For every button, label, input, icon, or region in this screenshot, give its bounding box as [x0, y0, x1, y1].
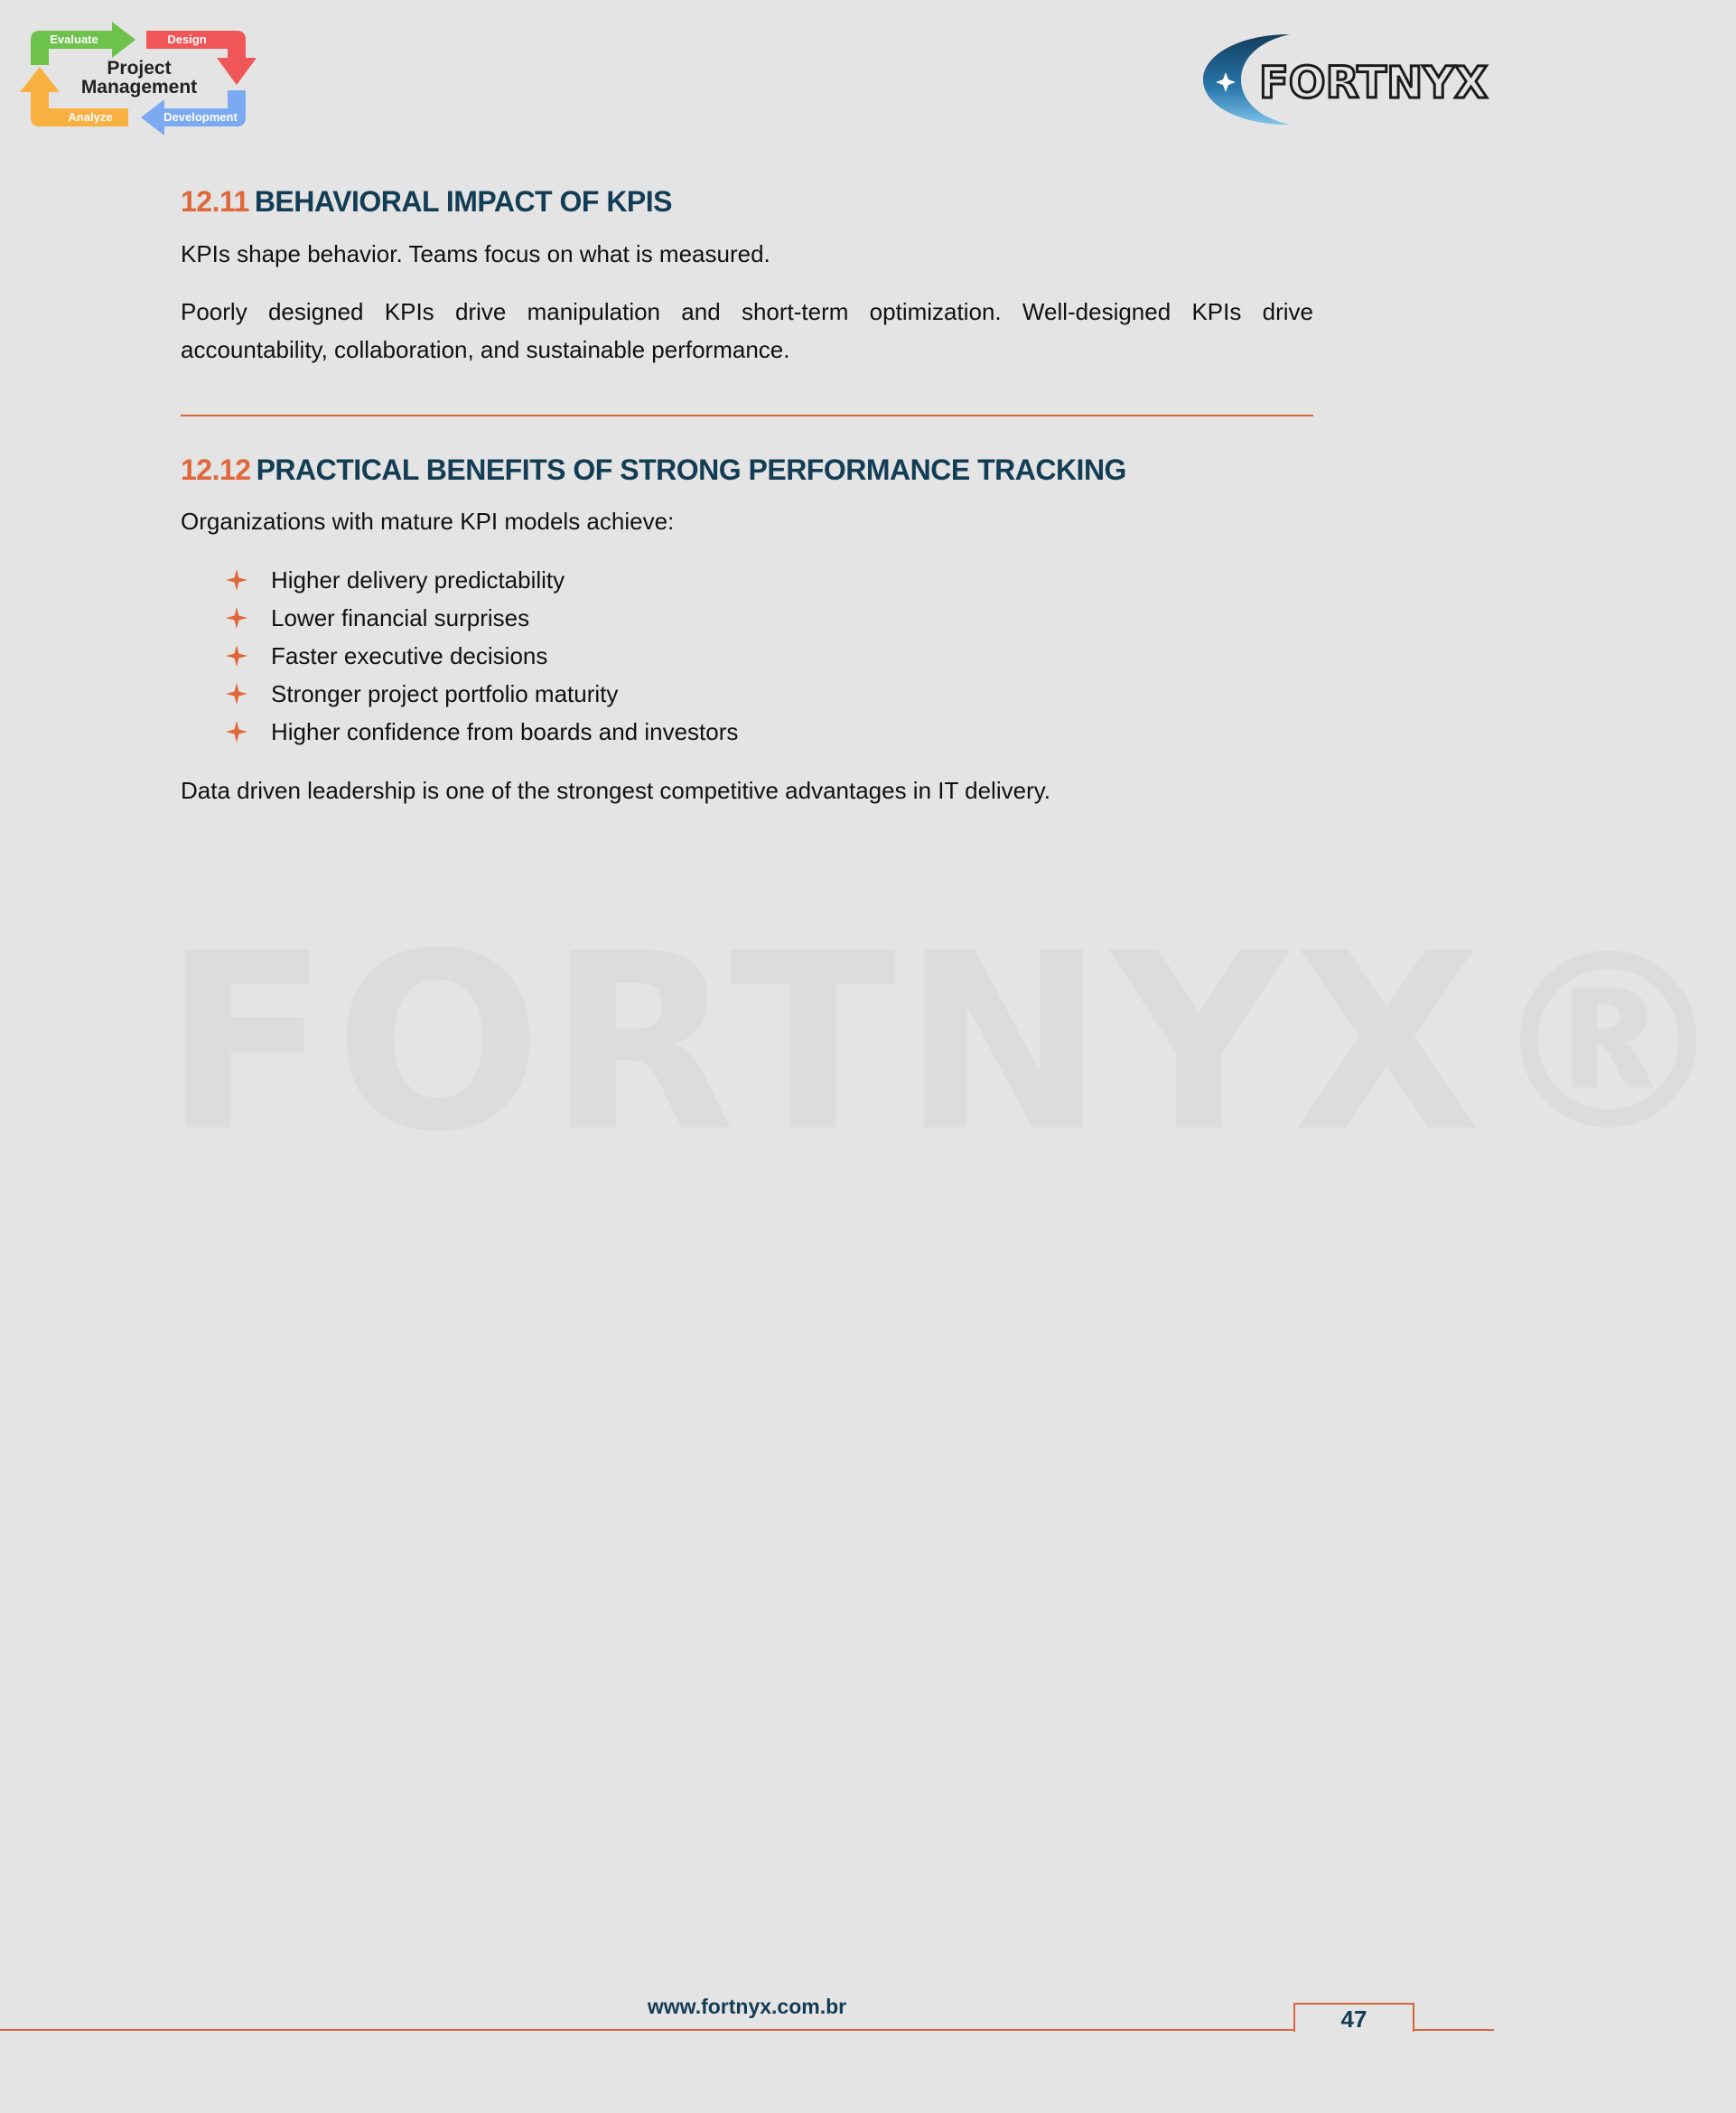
- four-point-star-icon: [226, 683, 247, 705]
- four-point-star-icon: [226, 569, 247, 591]
- list-item: [181, 713, 1313, 751]
- paragraph: Data driven leadership is one of the strongest competitive advantages in IT delivery.: [181, 777, 1051, 804]
- section-number: 12.11: [181, 185, 249, 218]
- pm-logo-title: Project: [107, 58, 172, 79]
- four-point-star-icon: [226, 721, 247, 743]
- list-item-text: Higher confidence from boards and investors: [271, 718, 739, 745]
- section-practical-benefits: [181, 453, 1313, 487]
- list-item-text: Higher delivery predictability: [271, 566, 565, 594]
- development-label: Development: [163, 110, 238, 124]
- footer-divider: [0, 2029, 1494, 2031]
- paragraph: Poorly designed KPIs drive manipulation and short-term optimization. Well-designed KPIs drive accountability, collaboration, and sustainable performance.: [181, 298, 1313, 363]
- evaluate-label: Evaluate: [50, 33, 98, 46]
- paragraph: Organizations with mature KPI models achieve:: [181, 508, 675, 535]
- pm-logo-subtitle: Management: [80, 77, 198, 98]
- fortnyx-logo-text: FORTNYX: [1259, 58, 1489, 108]
- footer-url[interactable]: www.fortnyx.com.br: [647, 1995, 847, 2018]
- section-number: 12.12: [181, 453, 251, 486]
- section-heading: [181, 185, 1313, 219]
- page-number: 47: [1293, 2003, 1414, 2032]
- benefits-list: [181, 561, 1313, 751]
- analyze-label: Analyze: [68, 110, 113, 124]
- section-heading: [181, 453, 1313, 487]
- list-item: [181, 599, 1313, 637]
- list-item: [181, 637, 1313, 675]
- watermark: FORTNYX®: [163, 901, 1736, 1185]
- section-behavioral-impact: [181, 185, 1313, 219]
- four-point-star-icon: [226, 645, 247, 667]
- section-title: BEHAVIORAL IMPACT OF KPIS: [254, 185, 672, 218]
- four-point-star-icon: [226, 607, 247, 629]
- list-item: [181, 675, 1313, 713]
- section-divider: [181, 415, 1313, 416]
- list-item-text: Stronger project portfolio maturity: [271, 680, 619, 707]
- list-item-text: Lower financial surprises: [271, 604, 530, 631]
- design-label: Design: [167, 33, 207, 46]
- project-management-logo: [20, 20, 266, 136]
- fortnyx-logo: [1201, 31, 1489, 128]
- section-title: PRACTICAL BENEFITS OF STRONG PERFORMANCE TRACKING: [256, 453, 1126, 486]
- list-item-text: Faster executive decisions: [271, 642, 548, 669]
- paragraph: KPIs shape behavior. Teams focus on what is measured.: [181, 240, 770, 267]
- list-item: [181, 561, 1313, 599]
